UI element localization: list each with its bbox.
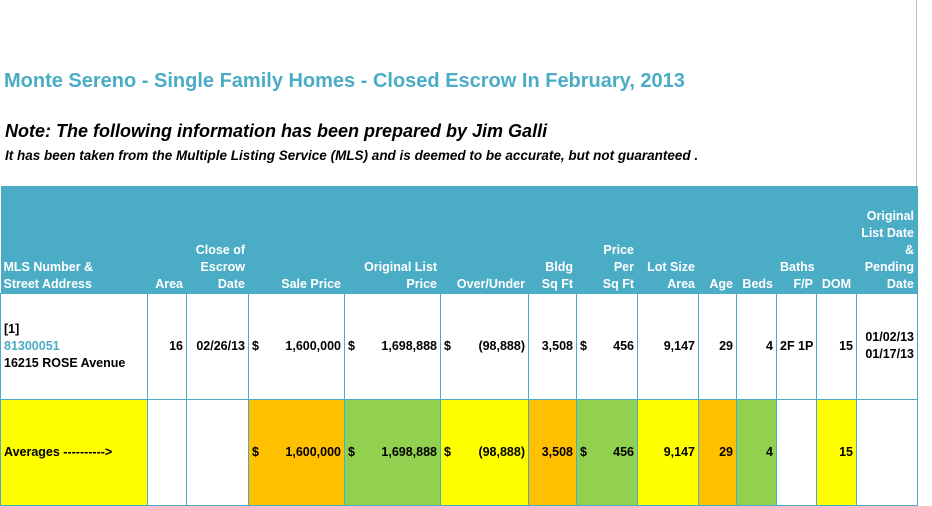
header-original-list-price: Original List Price: [345, 186, 441, 293]
cell-original-list-price: $ 1,698,888: [345, 293, 441, 399]
header-baths: Baths F/P: [777, 186, 817, 293]
cell-sale-price: $ 1,600,000: [249, 293, 345, 399]
cell-age: 29: [699, 293, 737, 399]
avg-over-under: $ (98,888): [441, 399, 529, 505]
header-sale-price: Sale Price: [249, 186, 345, 293]
avg-dom: 15: [817, 399, 857, 505]
averages-label: Averages ---------->: [1, 399, 148, 505]
sales-table: [0, 186, 918, 506]
avg-bldg-sqft: 3,508: [529, 399, 577, 505]
header-bldg-sqft: Bldg Sq Ft: [529, 186, 577, 293]
avg-original-list-price: $ 1,698,888: [345, 399, 441, 505]
averages-row: [1, 399, 918, 505]
disclaimer-text: It has been taken from the Multiple Listing Service (MLS) and is deemed to be accurate, but not guaranteed .: [5, 148, 699, 163]
header-area: Area: [148, 186, 187, 293]
avg-close-date: [187, 399, 249, 505]
header-close-date: Close of Escrow Date: [187, 186, 249, 293]
note-text: Note: The following information has been prepared by Jim Galli: [5, 121, 548, 141]
header-row: [1, 186, 918, 293]
header-over-under: Over/Under: [441, 186, 529, 293]
avg-area: [148, 399, 187, 505]
header-lot-size: Lot Size Area: [638, 186, 699, 293]
cell-over-under: $ (98,888): [441, 293, 529, 399]
avg-lot-size: 9,147: [638, 399, 699, 505]
avg-price-per-sqft: $ 456: [577, 399, 638, 505]
avg-dates: [857, 399, 918, 505]
avg-baths: [777, 399, 817, 505]
street-address: 16215 ROSE Avenue: [4, 355, 126, 370]
table-row: [1, 293, 918, 399]
avg-age: 29: [699, 399, 737, 505]
cell-dom: 15: [817, 293, 857, 399]
mls-number-link[interactable]: 81300051: [4, 338, 60, 353]
cell-baths: 2F 1P: [777, 293, 817, 399]
cell-price-per-sqft: $ 456: [577, 293, 638, 399]
header-mls: MLS Number & Street Address: [1, 186, 148, 293]
page-title: Monte Sereno - Single Family Homes - Closed Escrow In February, 2013: [4, 70, 685, 92]
cell-lot-size: 9,147: [638, 293, 699, 399]
cell-beds: 4: [737, 293, 777, 399]
cell-bldg-sqft: 3,508: [529, 293, 577, 399]
cell-close-date: 02/26/13: [187, 293, 249, 399]
cell-list-pending-dates: 01/02/13 01/17/13: [857, 293, 918, 399]
avg-beds: 4: [737, 399, 777, 505]
header-price-per-sqft: Price Per Sq Ft: [577, 186, 638, 293]
header-original-list-date: Original List Date & Pending Date: [857, 186, 918, 293]
header-dom: DOM: [817, 186, 857, 293]
cell-mls-address: [1, 293, 148, 399]
avg-sale-price: $ 1,600,000: [249, 399, 345, 505]
header-beds: Beds: [737, 186, 777, 293]
header-age: Age: [699, 186, 737, 293]
cell-area: 16: [148, 293, 187, 399]
row-index: [1]: [4, 321, 20, 336]
